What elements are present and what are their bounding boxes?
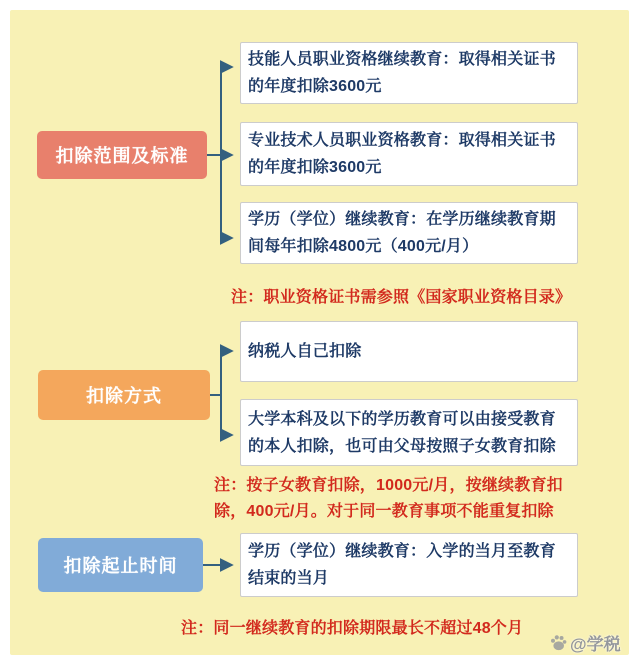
paw-icon bbox=[549, 633, 568, 652]
content-box-self-deduction bbox=[240, 321, 578, 382]
section-label-method: 扣除方式 bbox=[38, 370, 210, 420]
section-label-scope: 扣除范围及标准 bbox=[37, 131, 207, 179]
note-48-month-limit: 注：同一继续教育的扣除期限最长不超过48个月 bbox=[181, 620, 524, 637]
content-box-skill-certificate bbox=[240, 42, 578, 104]
content-box-text: 学历（学位）继续教育：入学的当月至教育结束的当月 bbox=[248, 543, 556, 587]
watermark-text: @学税 bbox=[570, 635, 621, 654]
content-box-deduction-period bbox=[240, 533, 578, 597]
content-box-professional-certificate bbox=[240, 122, 578, 186]
content-box-text: 大学本科及以下的学历教育可以由接受教育的本人扣除，也可由父母按照子女教育扣除 bbox=[248, 410, 556, 455]
content-box-degree-education bbox=[240, 202, 578, 264]
content-box-text: 技能人员职业资格继续教育：取得相关证书的年度扣除3600元 bbox=[248, 51, 556, 95]
content-box-text: 学历（学位）继续教育：在学历继续教育期间每年扣除4800元（400元/月） bbox=[248, 211, 556, 255]
content-box-text: 纳税人自己扣除 bbox=[248, 343, 362, 360]
section-label-period: 扣除起止时间 bbox=[38, 538, 203, 592]
watermark bbox=[549, 630, 621, 655]
content-box-parent-deduction bbox=[240, 399, 578, 466]
content-box-text: 专业技术人员职业资格教育：取得相关证书的年度扣除3600元 bbox=[248, 132, 556, 176]
note-no-double-deduction: 注：按子女教育扣除，1000元/月，按继续教育扣除，400元/月。对于同一教育事项不能重复扣除 bbox=[214, 477, 563, 520]
note-certificate-catalog: 注：职业资格证书需参照《国家职业资格目录》 bbox=[231, 289, 572, 306]
